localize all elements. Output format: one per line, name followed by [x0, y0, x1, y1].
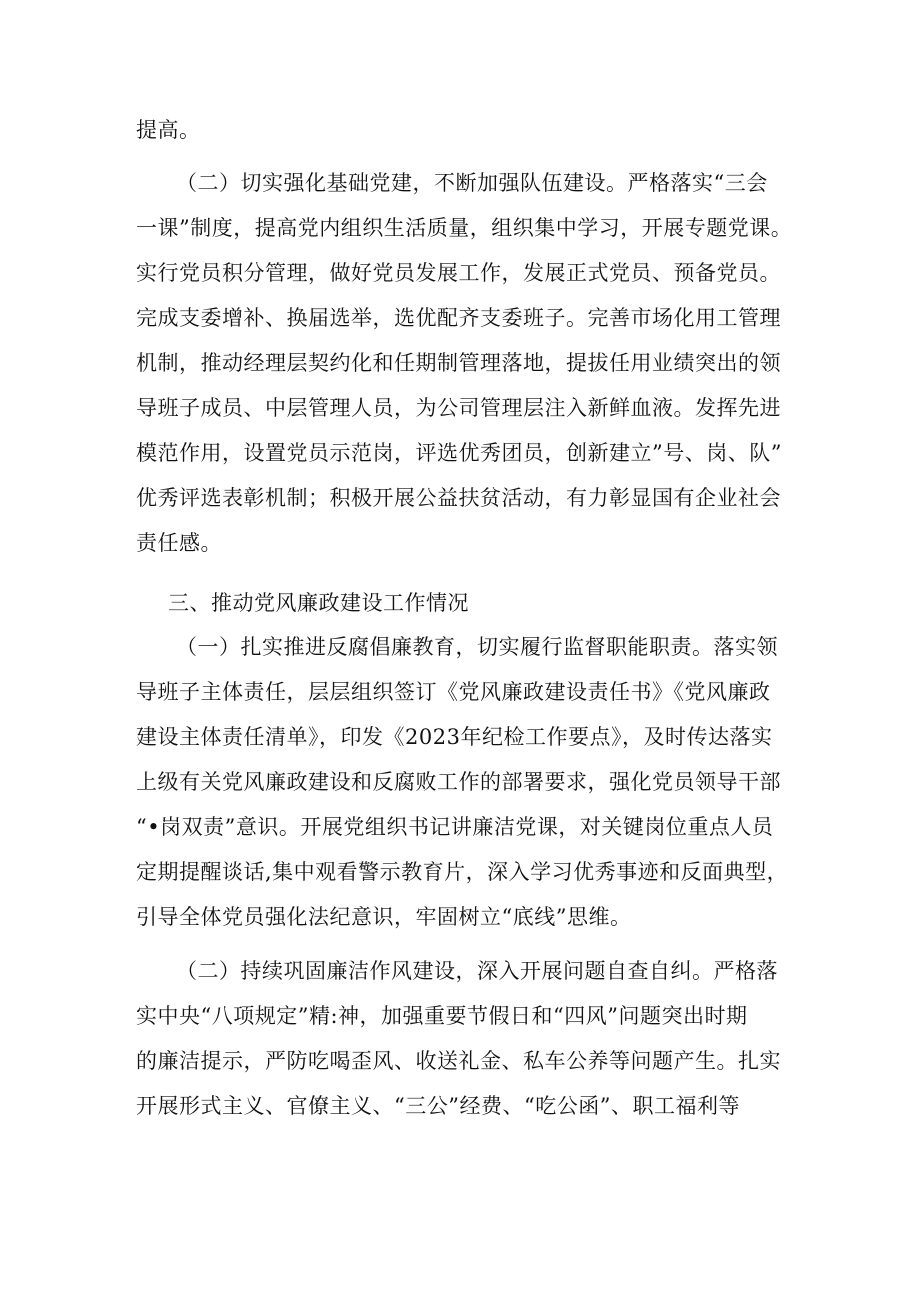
- text-line: 导班子主体责任，层层组织签订《党风廉政建设责任书》《党风廉政: [136, 680, 771, 704]
- text-line: 提高。: [136, 118, 201, 142]
- text-line: 一课”制度，提高党内组织生活质量，组织集中学习，开展专题党课。: [136, 216, 793, 240]
- paragraph-start-line: （二）切实强化基础党建，不断加强队伍建设。严格落实“三会: [176, 171, 768, 195]
- text-line: 模范作用，设置党员示范岗，评选优秀团员，创新建立”号、岗、队”: [136, 441, 782, 465]
- text-line: 上级有关党风廉政建设和反腐败工作的部署要求，强化党员领导干部: [136, 770, 781, 794]
- text-line: 建设主体责任清单》，印发《2023年纪检工作要点》，及时传达落实: [136, 725, 773, 749]
- paragraph-start-line: （二）持续巩固廉洁作风建设，深入开展问题自查自纠。严格落: [176, 959, 778, 983]
- text-line: 完成支委增补、换届选举，选优配齐支委班子。完善市场化用工管理: [136, 306, 781, 330]
- text-line: 责任感。: [136, 531, 222, 555]
- text-line: 开展形式主义、官僚主义、“三公”经费、“吃公函”、职工福利等: [136, 1094, 740, 1118]
- text-line: 定期提醒谈话,集中观看警示教育片，深入学习优秀事迹和反面典型，: [136, 860, 789, 884]
- text-line: 导班子成员、中层管理人员，为公司管理层注入新鲜血液。发挥先进: [136, 396, 781, 420]
- text-line: 优秀评选表彰机制；积极开展公益扶贫活动，有力彰显国有企业社会: [136, 486, 781, 510]
- text-line: 引导全体党员强化法纪意识，牢固树立“底线”思维。: [136, 905, 632, 929]
- text-line: 的廉洁提示，严防吃喝歪风、收送礼金、私车公养等问题产生。扎实: [136, 1049, 781, 1073]
- section-heading: 三、推动党风廉政建设工作情况: [168, 591, 469, 615]
- text-line: 机制，推动经理层契约化和任期制管理落地，提拔任用业绩突出的领: [136, 351, 781, 375]
- text-line: 实行党员积分管理，做好党员发展工作，发展正式党员、预备党员。: [136, 261, 781, 285]
- text-line: “•岗双责”意识。开展党组织书记讲廉洁党课，对关键岗位重点人员: [136, 815, 774, 839]
- paragraph-start-line: （一）扎实推进反腐倡廉教育，切实履行监督职能职责。落实领: [176, 635, 778, 659]
- text-line: 实中央“八项规定”精:神，加强重要节假日和“四风”问题突出时期: [136, 1004, 748, 1028]
